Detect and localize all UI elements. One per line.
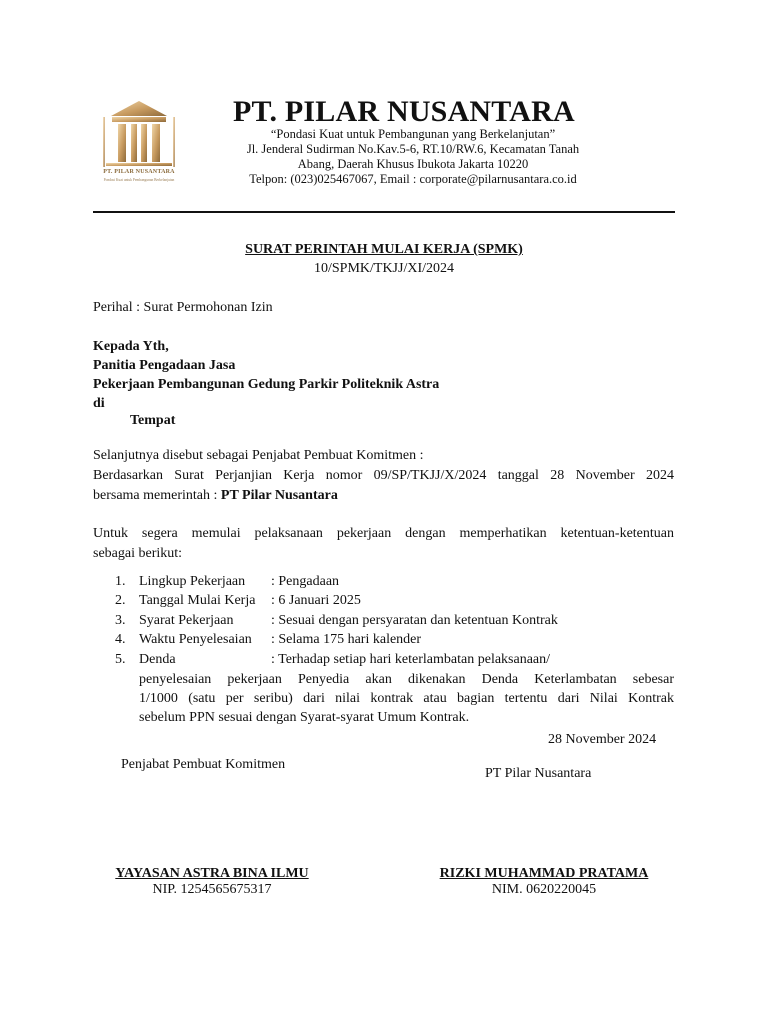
list-item-number: 5.	[115, 651, 126, 667]
left-signatory-id: NIP. 1254565675317	[152, 882, 272, 897]
address-line-2: Abang, Daerah Khusus Ibukota Jakarta 10220	[297, 157, 529, 171]
list-item-number: 1.	[115, 574, 126, 589]
company-tagline: “Pondasi Kuat untuk Pembangunan yang Berkelanjutan”	[270, 127, 556, 141]
list-item	[93, 651, 674, 670]
right-signatory-id: NIM. 0620220045	[491, 882, 597, 897]
document-title: SURAT PERINTAH MULAI KERJA (SPMK)	[245, 242, 523, 257]
right-signatory-name: RIZKI MUHAMMAD PRATAMA	[439, 866, 649, 881]
company-logo	[93, 97, 185, 189]
header-divider	[93, 211, 675, 213]
list-item-value: : Selama 175 hari kalender	[271, 632, 422, 648]
list-item-number: 4.	[115, 632, 126, 648]
logo-company-name: PT. PILAR NUSANTARA	[103, 169, 175, 175]
instruction-line-1: Untuk segera memulai pelaksanaan pekerjaan dengan memperhatikan ketentuan-ketentuan	[93, 526, 674, 541]
list-item-label: Lingkup Pekerjaan	[139, 574, 246, 589]
recipient-line-3: di	[93, 396, 105, 411]
list-item-label: Syarat Pekerjaan	[139, 612, 234, 628]
intro-line-3	[93, 487, 338, 504]
intro-line-2: Berdasarkan Surat Perjanjian Kerja nomor 09/SP/TKJJ/X/2024 tanggal 28 November 2024	[93, 468, 674, 483]
recipient-line-4: Tempat	[130, 413, 176, 428]
pillar-building-icon	[93, 97, 185, 169]
list-item-value: : 6 Januari 2025	[271, 593, 361, 609]
penalty-line-2: 1/1000 (satu per seribu) dari nilai kontrak atau bagian tertentu dari Nilai Kontrak	[139, 691, 674, 706]
list-item	[93, 573, 674, 592]
list-item-value: : Pengadaan	[271, 574, 340, 589]
subject-line: Perihal : Surat Permohonan Izin	[93, 300, 273, 315]
intro-line-3-prefix: bersama memerintah :	[93, 488, 221, 503]
list-item	[93, 612, 674, 631]
company-name: PT. PILAR NUSANTARA	[233, 95, 575, 128]
contractor-name: PT Pilar Nusantara	[220, 488, 338, 503]
recipient-salutation: Kepada Yth,	[93, 339, 169, 354]
address-line-1: Jl. Jenderal Sudirman No.Kav.5-6, RT.10/RW.6, Kecamatan Tanah	[246, 142, 580, 156]
list-item	[93, 631, 674, 650]
requirements-list	[93, 573, 674, 670]
left-signatory-name: YAYASAN ASTRA BINA ILMU	[115, 866, 309, 881]
list-item-value: : Sesuai dengan persyaratan dan ketentuan Kontrak	[271, 612, 558, 628]
list-item-number: 3.	[115, 612, 126, 628]
contact-line: Telpon: (023)025467067, Email : corporate@pilarnusantara.co.id	[249, 172, 577, 186]
letter-date: 28 November 2024	[548, 732, 657, 747]
list-item-label: Waktu Penyelesaian	[139, 632, 252, 648]
intro-line-1: Selanjutnya disebut sebagai Penjabat Pembuat Komitmen :	[93, 448, 424, 463]
list-item-label: Denda	[139, 651, 176, 667]
list-item-value: : Terhadap setiap hari keterlambatan pelaksanaan/	[271, 651, 551, 667]
penalty-line-3: sebelum PPN sesuai dengan Syarat-syarat Umum Kontrak.	[139, 710, 470, 725]
logo-tagline: Pondasi Kuat untuk Pembangunan Berkelanjutan	[103, 178, 175, 182]
left-signatory-role: Penjabat Pembuat Komitmen	[121, 757, 286, 772]
right-signatory-role: PT Pilar Nusantara	[485, 766, 592, 781]
recipient-line-2: Pekerjaan Pembangunan Gedung Parkir Politeknik Astra	[93, 377, 440, 392]
list-item	[93, 592, 674, 611]
penalty-line-1: penyelesaian pekerjaan Penyedia akan dikenakan Denda Keterlambatan sebesar	[139, 672, 674, 687]
list-item-label: Tanggal Mulai Kerja	[139, 593, 256, 609]
recipient-line-1: Panitia Pengadaan Jasa	[93, 358, 236, 373]
list-item-number: 2.	[115, 593, 126, 609]
document-number: 10/SPMK/TKJJ/XI/2024	[313, 261, 455, 276]
instruction-line-2: sebagai berikut:	[93, 546, 183, 561]
